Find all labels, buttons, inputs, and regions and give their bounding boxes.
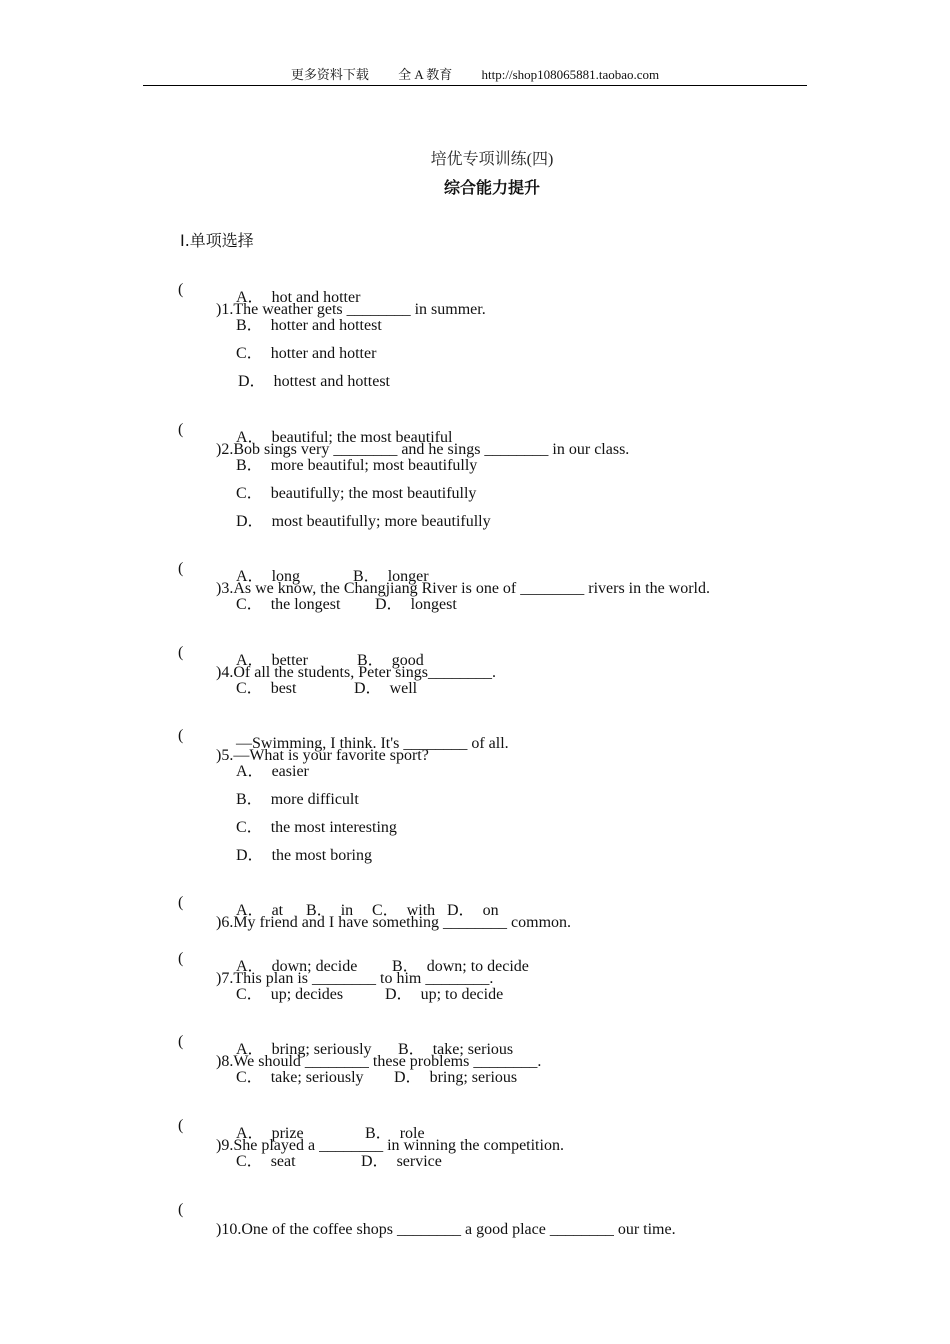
option-text: the most boring <box>271 847 372 864</box>
option-label: A． <box>236 289 264 306</box>
option-label: D． <box>238 373 266 390</box>
option-label: B． <box>353 568 380 585</box>
option-label: B． <box>236 457 263 474</box>
option-text: beautiful; the most beautiful <box>271 429 453 446</box>
page-subtitle: 综合能力提升 <box>443 178 540 197</box>
option-label: C． <box>236 345 263 362</box>
answer-paren: ( <box>178 950 184 967</box>
option-label: A． <box>236 958 264 975</box>
option-a <box>236 901 283 921</box>
option-text: more difficult <box>270 791 359 808</box>
option-d <box>375 595 457 615</box>
option-label: D． <box>375 596 403 613</box>
option-text: on <box>482 902 499 919</box>
option-text: hottest and hottest <box>273 373 390 390</box>
option-label: D． <box>447 902 475 919</box>
option-d <box>385 985 503 1005</box>
section-heading: Ⅰ.单项选择 <box>180 231 254 250</box>
option-a <box>236 762 309 782</box>
option-text: well <box>389 680 418 697</box>
answer-paren: ( <box>178 281 184 298</box>
option-text: long <box>271 568 301 585</box>
option-text: bring; serious <box>429 1069 518 1086</box>
header-brand-text: 全 A 教育 <box>398 67 453 82</box>
question-stem: )7.This plan is ________ to him ________. <box>216 970 494 987</box>
option-d <box>238 372 390 392</box>
header-download-text: 更多资料下载 <box>290 67 369 82</box>
question-stem-continuation: —Swimming, I think. It's ________ of all. <box>236 735 509 752</box>
option-text: service <box>396 1153 442 1170</box>
option-text: longer <box>387 568 429 585</box>
header-shop-link[interactable]: http://shop108065881.taobao.com <box>481 67 660 82</box>
option-text: beautifully; the most beautifully <box>270 485 477 502</box>
option-text: with <box>406 902 436 919</box>
option-label: D． <box>236 513 264 530</box>
option-text: good <box>391 652 424 669</box>
option-label: B． <box>357 652 384 669</box>
option-text: hotter and hottest <box>270 317 382 334</box>
page-title: 培优专项训练(四) <box>430 151 554 168</box>
option-a <box>236 1040 372 1060</box>
option-text: at <box>271 902 284 919</box>
option-d <box>394 1068 517 1088</box>
header-divider <box>143 85 807 86</box>
option-label: D． <box>385 986 413 1003</box>
option-label: A． <box>236 1125 264 1142</box>
option-text: down; decide <box>271 958 358 975</box>
answer-paren: ( <box>178 1201 184 1218</box>
option-label: C． <box>236 596 263 613</box>
option-a <box>236 428 452 448</box>
option-text: prize <box>271 1125 304 1142</box>
option-label: C． <box>236 485 263 502</box>
option-text: more beautiful; most beautifully <box>270 457 478 474</box>
option-label: C． <box>372 902 399 919</box>
question-stem: )2.Bob sings very ________ and he sings ________ in our class. <box>216 441 630 458</box>
question-stem: )4.Of all the students, Peter sings________. <box>216 664 496 681</box>
option-text: up; to decide <box>420 986 504 1003</box>
option-text: best <box>270 680 297 697</box>
question-stem: )10.One of the coffee shops ________ a good place ________ our time. <box>216 1221 676 1238</box>
option-label: C． <box>236 680 263 697</box>
option-d <box>354 679 417 699</box>
question-stem: )9.She played a ________ in winning the competition. <box>216 1137 564 1154</box>
option-c <box>236 818 397 838</box>
option-text: role <box>399 1125 425 1142</box>
option-label: D． <box>361 1153 389 1170</box>
option-a <box>236 288 360 308</box>
answer-paren: ( <box>178 894 184 911</box>
option-label: B． <box>392 958 419 975</box>
option-label: A． <box>236 763 264 780</box>
option-b <box>353 567 429 587</box>
option-label: A． <box>236 652 264 669</box>
option-text: the most interesting <box>270 819 397 836</box>
option-text: up; decides <box>270 986 344 1003</box>
question-stem: )5.—What is your favorite sport? <box>216 747 429 764</box>
option-b <box>398 1040 513 1060</box>
option-label: D． <box>354 680 382 697</box>
option-c <box>372 901 435 921</box>
option-a <box>236 651 308 671</box>
option-label: B． <box>398 1041 425 1058</box>
option-d <box>236 846 372 866</box>
option-c <box>236 985 343 1005</box>
option-label: A． <box>236 568 264 585</box>
question-10 <box>0 1180 676 1240</box>
option-b <box>357 651 424 671</box>
option-text: take; seriously <box>270 1069 364 1086</box>
page-header <box>143 66 807 84</box>
option-d <box>447 901 499 921</box>
option-a <box>236 1124 304 1144</box>
option-text: better <box>271 652 308 669</box>
option-text: easier <box>271 763 309 780</box>
option-text: hot and hotter <box>271 289 361 306</box>
option-b <box>306 901 353 921</box>
answer-paren: ( <box>178 1117 184 1134</box>
answer-paren: ( <box>178 644 184 661</box>
option-label: B． <box>236 317 263 334</box>
option-b <box>365 1124 425 1144</box>
option-label: A． <box>236 902 264 919</box>
answer-paren: ( <box>178 560 184 577</box>
option-c <box>236 1068 364 1088</box>
option-text: longest <box>410 596 457 613</box>
option-text: take; serious <box>432 1041 514 1058</box>
answer-paren: ( <box>178 421 184 438</box>
option-d <box>361 1152 442 1172</box>
option-label: B． <box>236 791 263 808</box>
option-text: the longest <box>270 596 341 613</box>
option-label: B． <box>306 902 333 919</box>
option-label: D． <box>394 1069 422 1086</box>
option-label: A． <box>236 1041 264 1058</box>
option-b <box>236 790 359 810</box>
question-stem: )3.As we know, the Changjiang River is one of ________ rivers in the world. <box>216 580 710 597</box>
option-label: C． <box>236 819 263 836</box>
option-d <box>236 512 491 532</box>
option-label: C． <box>236 1069 263 1086</box>
option-text: in <box>340 902 354 919</box>
option-c <box>236 679 296 699</box>
answer-paren: ( <box>178 727 184 744</box>
option-label: B． <box>365 1125 392 1142</box>
option-label: A． <box>236 429 264 446</box>
option-b <box>392 957 529 977</box>
option-label: D． <box>236 847 264 864</box>
option-c <box>236 484 476 504</box>
option-a <box>236 957 357 977</box>
option-text: down; to decide <box>426 958 529 975</box>
option-label: C． <box>236 986 263 1003</box>
option-c <box>236 1152 296 1172</box>
option-b <box>236 456 477 476</box>
option-b <box>236 316 382 336</box>
option-text: most beautifully; more beautifully <box>271 513 491 530</box>
option-text: seat <box>270 1153 296 1170</box>
option-c <box>236 344 376 364</box>
question-stem: )8.We should ________ these problems ________. <box>216 1053 542 1070</box>
option-c <box>236 595 340 615</box>
question-stem: )1.The weather gets ________ in summer. <box>216 301 486 318</box>
answer-paren: ( <box>178 1033 184 1050</box>
question-stem: )6.My friend and I have something ________ common. <box>216 914 572 931</box>
option-text: bring; seriously <box>271 1041 372 1058</box>
option-text: hotter and hotter <box>270 345 377 362</box>
option-label: C． <box>236 1153 263 1170</box>
option-a <box>236 567 300 587</box>
